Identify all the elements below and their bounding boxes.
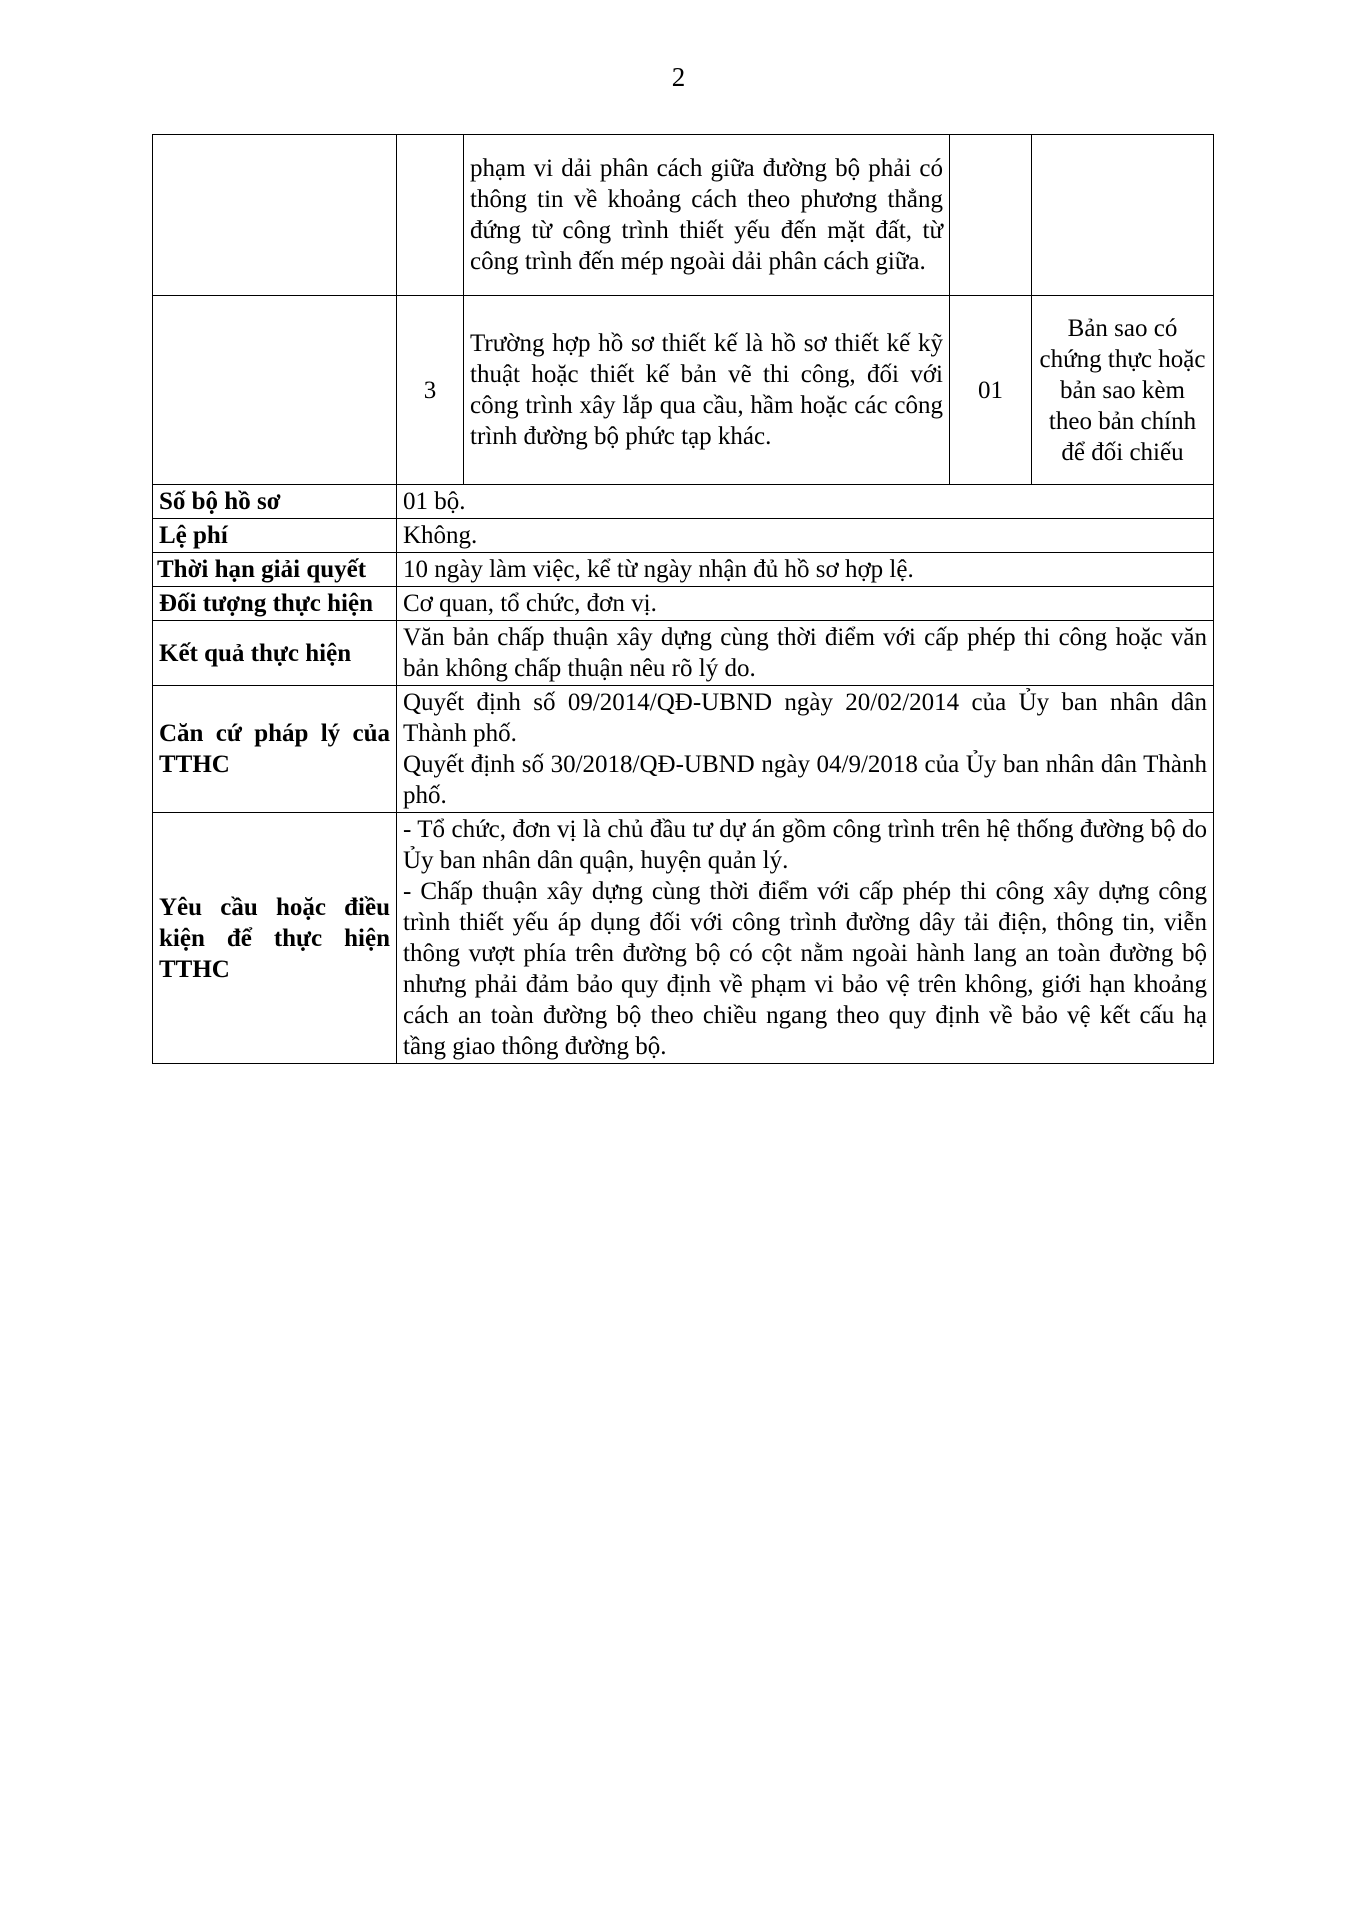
legal-basis-line: Quyết định số 30/2018/QĐ-UBND ngày 04/9/2018 của Ủy ban nhân dân Thành phố. <box>403 751 1207 809</box>
empty-label-cell <box>153 135 397 296</box>
label-doi-tuong: Đối tượng thực hiện <box>153 587 397 621</box>
label-can-cu: Căn cứ pháp lý của TTHC <box>153 686 397 813</box>
row-le-phi <box>153 519 1214 553</box>
label-thoi-han: Thời hạn giải quyết <box>153 553 397 587</box>
row-doi-tuong <box>153 587 1214 621</box>
procedure-table <box>152 134 1214 1064</box>
label-le-phi: Lệ phí <box>153 519 397 553</box>
empty-form-cell <box>1032 135 1214 296</box>
document-text: Trường hợp hồ sơ thiết kế là hồ sơ thiết kế kỹ thuật hoặc thiết kế bản vẽ thi công, đối với công trình xây lắp qua cầu, hầm hoặc các công trình đường bộ phức tạp khác. <box>464 296 950 485</box>
row-yeu-cau <box>153 813 1214 1064</box>
value-can-cu <box>397 686 1214 813</box>
value-le-phi: Không. <box>397 519 1214 553</box>
value-so-bo-ho-so: 01 bộ. <box>397 485 1214 519</box>
document-row-continued <box>153 135 1214 296</box>
page-number: 2 <box>671 62 686 92</box>
document-form: Bản sao có chứng thực hoặc bản sao kèm theo bản chính để đối chiếu <box>1032 296 1214 485</box>
requirement-line: - Tổ chức, đơn vị là chủ đầu tư dự án gồm công trình trên hệ thống đường bộ do Ủy ban nhân dân quận, huyện quản lý. <box>403 816 1207 874</box>
row-so-bo-ho-so <box>153 485 1214 519</box>
label-so-bo-ho-so: Số bộ hồ sơ <box>153 485 397 519</box>
document-row-3 <box>153 296 1214 485</box>
document-quantity: 01 <box>950 296 1032 485</box>
empty-label-cell <box>153 296 397 485</box>
value-yeu-cau <box>397 813 1214 1064</box>
label-yeu-cau: Yêu cầu hoặc điều kiện để thực hiện TTHC <box>153 813 397 1064</box>
value-ket-qua: Văn bản chấp thuận xây dựng cùng thời điểm với cấp phép thi công hoặc văn bản không chấp thuận nêu rõ lý do. <box>397 621 1214 686</box>
empty-quantity-cell <box>950 135 1032 296</box>
row-ket-qua <box>153 621 1214 686</box>
document-text-continued: phạm vi dải phân cách giữa đường bộ phải có thông tin về khoảng cách theo phương thẳng đứng từ công trình thiết yếu đến mặt đất, từ công trình đến mép ngoài dải phân cách giữa. <box>464 135 950 296</box>
requirement-line: - Chấp thuận xây dựng cùng thời điểm với cấp phép thi công xây dựng công trình thiết yếu áp dụng đối với công trình đường dây tải điện, thông tin, viễn thông vượt phía trên đường bộ có cột nằm ngoài hành lang an toàn đường bộ nhưng phải đảm bảo quy định về phạm vi bảo vệ trên không, giới hạn khoảng cách an toàn đường bộ theo chiều ngang theo quy định về bảo vệ kết cấu hạ tầng giao thông đường bộ. <box>403 878 1207 1060</box>
row-thoi-han <box>153 553 1214 587</box>
label-ket-qua: Kết quả thực hiện <box>153 621 397 686</box>
value-doi-tuong: Cơ quan, tổ chức, đơn vị. <box>397 587 1214 621</box>
empty-number-cell <box>397 135 464 296</box>
legal-basis-line: Quyết định số 09/2014/QĐ-UBND ngày 20/02/2014 của Ủy ban nhân dân Thành phố. <box>403 689 1207 747</box>
document-number: 3 <box>397 296 464 485</box>
value-thoi-han: 10 ngày làm việc, kể từ ngày nhận đủ hồ sơ hợp lệ. <box>397 553 1214 587</box>
row-can-cu <box>153 686 1214 813</box>
